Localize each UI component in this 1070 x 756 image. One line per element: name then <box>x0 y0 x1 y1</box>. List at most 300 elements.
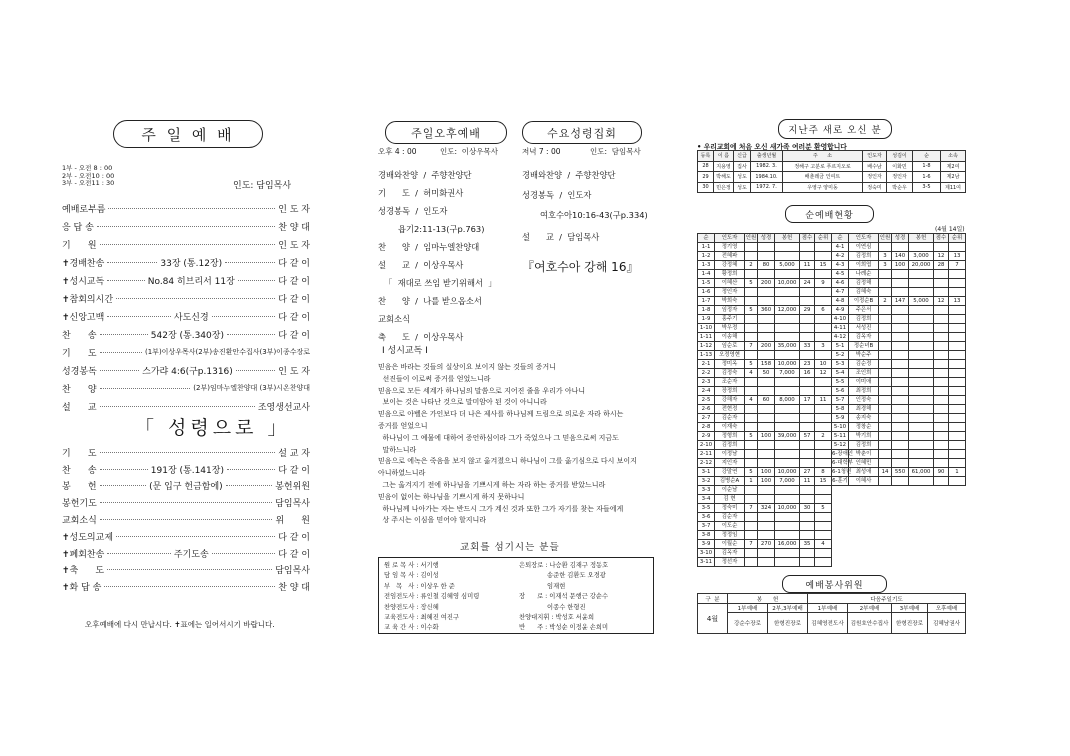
status-cell: 장정희 <box>715 387 745 396</box>
status-cell: 이월순 <box>715 540 745 549</box>
staff-box <box>378 557 654 634</box>
status-cell: 7 <box>745 342 758 351</box>
afternoon-item: 기 도 / 허미화권사 <box>378 188 464 198</box>
order-row <box>62 289 310 307</box>
table-row <box>698 613 966 634</box>
order-row <box>62 253 310 271</box>
status-cell: 3 <box>879 261 892 270</box>
status-cell <box>775 450 800 459</box>
empty-cell <box>879 513 892 522</box>
status-cell: 5-11 <box>832 432 849 441</box>
staff-line: 송준한 김환도 오경광 <box>519 572 606 580</box>
status-cell: 전현정 <box>715 405 745 414</box>
status-cell <box>934 333 949 342</box>
order-item-leader: 설 교 자 <box>278 448 310 459</box>
table-row <box>698 387 966 396</box>
status-cell <box>909 459 934 468</box>
status-cell: 2 <box>815 432 832 441</box>
order-of-service-part2 <box>62 444 310 595</box>
status-cell <box>879 333 892 342</box>
order-item-leader: 다 같 이 <box>278 532 310 543</box>
status-cell <box>909 423 934 432</box>
order-item-label: 기 도 <box>62 348 97 359</box>
status-cell: 15 <box>815 261 832 270</box>
empty-cell <box>909 531 934 540</box>
status-cell <box>934 432 949 441</box>
status-cell <box>879 243 892 252</box>
wednesday-sermon-title: 『여호수아 강해 16』 <box>522 260 639 274</box>
status-cell: 정형희 <box>715 432 745 441</box>
column-header: 이 름 <box>714 151 734 162</box>
status-cell: 최경해 <box>849 405 879 414</box>
order-item-label: 찬 송 <box>62 330 97 341</box>
status-cell: 2-7 <box>698 414 715 423</box>
status-cell <box>879 396 892 405</box>
status-cell: 이혜사 <box>849 477 879 486</box>
newcomer-cell: 정인자 <box>863 172 887 183</box>
status-cell: 147 <box>892 297 909 306</box>
status-cell <box>909 378 934 387</box>
column-header: 봉헌 <box>775 234 800 243</box>
dot-leader <box>116 298 275 299</box>
empty-cell <box>949 558 966 567</box>
status-cell <box>892 333 909 342</box>
status-cell <box>800 495 815 504</box>
empty-cell <box>909 540 934 549</box>
status-cell <box>800 252 815 261</box>
status-cell <box>775 243 800 252</box>
afternoon-item: 찬 양 / 나를 받으옵소서 <box>378 296 482 306</box>
status-cell <box>758 243 775 252</box>
order-item-leader: 인 도 자 <box>278 240 310 251</box>
dot-leader <box>100 519 273 520</box>
status-cell <box>775 297 800 306</box>
order-item-label: ✝신앙고백 <box>62 312 105 323</box>
status-cell <box>758 423 775 432</box>
order-row <box>62 379 310 397</box>
wednesday-item: 경배와찬양 / 주향찬양단 <box>522 170 616 180</box>
empty-cell <box>879 540 892 549</box>
status-cell: 2-4 <box>698 387 715 396</box>
status-cell <box>800 459 815 468</box>
wednesday-scripture: 여호수아10:16-43(구p.334) <box>540 210 648 220</box>
status-cell: 28 <box>934 261 949 270</box>
worship-status-table <box>697 233 966 567</box>
status-cell <box>815 387 832 396</box>
status-cell: 7 <box>949 261 966 270</box>
table-row <box>698 252 966 261</box>
status-cell: 7,000 <box>775 369 800 378</box>
status-cell: 박희숙 <box>715 297 745 306</box>
status-cell: 11 <box>800 261 815 270</box>
table-row <box>698 486 966 495</box>
status-cell: 김정희 <box>715 441 745 450</box>
status-cell <box>934 414 949 423</box>
committee-name: 한형진장로 <box>768 613 808 634</box>
order-item-label: ✝성시교독 <box>62 276 105 287</box>
status-cell <box>775 459 800 468</box>
table-row <box>698 306 966 315</box>
status-cell <box>892 414 909 423</box>
status-cell: 13 <box>949 297 966 306</box>
afternoon-time: 오후 4 : 00 <box>378 147 417 156</box>
table-row <box>698 378 966 387</box>
status-cell <box>745 549 758 558</box>
status-cell <box>800 450 815 459</box>
status-cell: 100 <box>758 477 775 486</box>
status-cell: 5 <box>745 360 758 369</box>
afternoon-item: 교회소식 <box>378 314 411 324</box>
reading-line: 아니하였느니라 <box>378 469 426 478</box>
newcomer-cell: 30 <box>698 182 714 193</box>
wednesday-time: 저녁 7 : 00 <box>522 147 561 156</box>
status-cell <box>879 432 892 441</box>
column-header: 1부예배 <box>808 604 848 613</box>
empty-cell <box>832 549 849 558</box>
status-cell: 10,000 <box>775 279 800 288</box>
status-cell: 200 <box>758 342 775 351</box>
order-item-detail: 사도신경 <box>173 312 209 323</box>
status-cell: 24 <box>800 279 815 288</box>
table-row <box>698 342 966 351</box>
status-cell <box>909 369 934 378</box>
status-cell <box>879 414 892 423</box>
status-cell <box>949 459 966 468</box>
order-item-leader: 찬 양 대 <box>278 583 310 594</box>
status-cell: 10,000 <box>775 504 800 513</box>
status-cell <box>758 333 775 342</box>
status-cell <box>745 522 758 531</box>
status-cell <box>815 450 832 459</box>
dot-leader <box>100 452 276 453</box>
status-cell: 3-8 <box>698 531 715 540</box>
reading-line: 그는 옮겨지기 전에 하나님을 기쁘시게 하는 자라 하는 증거를 받았느니라 <box>378 480 606 489</box>
order-item-detail: (2부)임마누엘찬양대 (3부)시온찬양대 <box>193 384 310 392</box>
status-cell: 김옥자 <box>849 333 879 342</box>
empty-cell <box>832 531 849 540</box>
status-cell: 4-6 <box>832 279 849 288</box>
order-row <box>62 478 310 495</box>
status-cell <box>800 558 815 567</box>
staff-line: 임재현 <box>519 582 566 590</box>
status-cell: 12 <box>815 369 832 378</box>
order-item-detail: 주기도송 <box>173 549 209 560</box>
status-cell <box>879 288 892 297</box>
status-cell <box>775 414 800 423</box>
status-cell: 17 <box>800 396 815 405</box>
status-cell <box>758 324 775 333</box>
status-cell: 1-10 <box>698 324 715 333</box>
status-cell: 35 <box>800 540 815 549</box>
table-row <box>698 540 966 549</box>
status-cell <box>745 378 758 387</box>
dot-leader <box>238 280 275 281</box>
status-cell: 80 <box>758 261 775 270</box>
column-header: 성김이 <box>887 151 913 162</box>
status-cell: 인정숙 <box>849 396 879 405</box>
reading-line: 선진들이 이로써 증거를 얻었느니라 <box>378 374 491 383</box>
dot-leader <box>100 502 272 503</box>
status-cell: 60 <box>758 396 775 405</box>
order-item-leader: 담임목사 <box>275 566 310 577</box>
empty-cell <box>892 495 909 504</box>
status-cell: 2 <box>745 261 758 270</box>
order-item-label: 기 원 <box>62 240 97 251</box>
empty-cell <box>949 486 966 495</box>
status-cell: 이정순B <box>849 297 879 306</box>
newcomer-cell: 배춘레금 인여트 <box>783 172 863 183</box>
status-cell: 1-2 <box>698 252 715 261</box>
status-cell <box>892 477 909 486</box>
status-cell <box>934 450 949 459</box>
status-cell <box>949 279 966 288</box>
empty-cell <box>949 495 966 504</box>
status-cell <box>800 486 815 495</box>
status-cell <box>775 522 800 531</box>
status-cell: 6-1청년 <box>832 469 852 475</box>
dot-leader <box>97 226 275 227</box>
status-cell <box>775 495 800 504</box>
status-cell <box>879 423 892 432</box>
staff-left-column <box>384 561 479 634</box>
order-item-leader: 다 같 이 <box>278 258 310 269</box>
status-cell <box>879 270 892 279</box>
order-item-leader: 다 같 이 <box>278 330 310 341</box>
order-of-service-part1 <box>62 199 310 415</box>
table-row <box>698 315 966 324</box>
status-cell <box>800 522 815 531</box>
order-row <box>62 217 310 235</box>
status-cell <box>745 486 758 495</box>
newcomer-cell: 박순우 <box>887 182 913 193</box>
status-cell <box>775 513 800 522</box>
status-cell <box>745 441 758 450</box>
empty-cell <box>949 522 966 531</box>
status-cell: 100 <box>758 432 775 441</box>
status-cell <box>775 288 800 297</box>
status-cell <box>949 333 966 342</box>
status-cell: 이도순 <box>715 522 745 531</box>
order-item-detail: No.84 히브리서 11장 <box>147 276 235 287</box>
service-time: 3부 - 오전11 : 30 <box>62 179 115 187</box>
status-cell <box>815 558 832 567</box>
table-header-row <box>698 234 966 243</box>
status-cell <box>800 333 815 342</box>
dot-leader <box>100 469 148 470</box>
order-item-label: ✝폐회찬송 <box>62 549 105 560</box>
status-cell <box>892 270 909 279</box>
status-cell <box>758 414 775 423</box>
status-cell: 조순자 <box>715 378 745 387</box>
dot-leader <box>100 388 191 389</box>
table-row <box>698 369 966 378</box>
status-cell: 2-8 <box>698 423 715 432</box>
status-cell: 14 <box>879 468 892 477</box>
status-cell <box>879 441 892 450</box>
status-cell: 6 <box>815 306 832 315</box>
empty-cell <box>949 540 966 549</box>
newcomer-cell: 민은정 <box>714 182 734 193</box>
status-cell <box>815 351 832 360</box>
table-row <box>698 161 966 172</box>
order-row <box>62 325 310 343</box>
staff-line: 이종수 한형진 <box>519 603 586 611</box>
status-cell <box>934 405 949 414</box>
newcomer-cell: 정인자 <box>887 172 913 183</box>
table-row <box>698 477 966 486</box>
status-cell <box>892 423 909 432</box>
afternoon-leader: 인도: 이상우목사 <box>440 147 499 156</box>
empty-cell <box>934 513 949 522</box>
staff-line: 전임전도사 : 류인철 김혜영 심미령 <box>384 593 480 601</box>
status-cell: 30 <box>800 504 815 513</box>
dot-leader <box>100 485 147 486</box>
status-cell: 3-10 <box>698 549 715 558</box>
status-cell: 4-10 <box>832 315 849 324</box>
status-cell <box>800 243 815 252</box>
empty-cell <box>879 531 892 540</box>
order-item-leader: 다 같 이 <box>278 465 310 476</box>
table-row <box>698 522 966 531</box>
status-cell: 3 <box>879 252 892 261</box>
status-cell <box>949 243 966 252</box>
status-cell <box>909 441 934 450</box>
service-time: 2부 - 오전10 : 00 <box>62 171 115 180</box>
empty-cell <box>832 513 849 522</box>
status-cell: 이재숙 <box>715 423 745 432</box>
order-item-leader: 다 같 이 <box>278 276 310 287</box>
status-cell <box>758 549 775 558</box>
reading-line: 말하느니라 <box>378 445 417 454</box>
status-cell: 1-8 <box>698 306 715 315</box>
status-cell <box>934 459 949 468</box>
status-cell <box>800 414 815 423</box>
column-header: 주 소 <box>783 151 863 162</box>
status-cell <box>892 351 909 360</box>
newcomer-cell: 지용영 <box>714 161 734 172</box>
order-item-leader: 다 같 이 <box>278 294 310 305</box>
status-cell: 1-7 <box>698 297 715 306</box>
order-item-label: 예배로부름 <box>62 204 106 215</box>
status-cell: 김병순A <box>715 477 745 486</box>
status-cell <box>758 387 775 396</box>
reading-line: 믿음으로 아벨은 가인보다 더 나은 제사를 하나님께 드림으로 의로운 자라 하시는 <box>378 410 624 419</box>
table-row <box>698 243 966 252</box>
status-cell: 324 <box>758 504 775 513</box>
status-cell <box>775 351 800 360</box>
empty-cell <box>934 495 949 504</box>
status-cell <box>745 531 758 540</box>
order-item-detail: 191장 (통.141장) <box>150 465 224 476</box>
status-cell: 인혜민 <box>849 459 879 468</box>
status-cell <box>949 396 966 405</box>
reading-line: 믿음이 없이는 하나님을 기쁘시게 하지 못하나니 <box>378 492 525 501</box>
status-cell: 1-12 <box>698 342 715 351</box>
status-cell: 정정임 <box>715 531 745 540</box>
status-cell <box>892 306 909 315</box>
status-cell <box>909 315 934 324</box>
order-item-leader: 위 원 <box>275 516 310 527</box>
service-times <box>62 165 114 188</box>
column-header: 순 <box>698 234 715 243</box>
column-header: 인원 <box>879 235 891 241</box>
status-cell: 3-7 <box>698 522 715 531</box>
status-cell <box>800 549 815 558</box>
order-item-detail: 542장 (통.340장) <box>150 330 224 341</box>
status-cell: 이미애 <box>849 378 879 387</box>
status-cell <box>815 522 832 531</box>
status-cell <box>775 486 800 495</box>
status-cell <box>934 279 949 288</box>
staff-line: 교 육 간 사 : 이수화 <box>384 624 439 632</box>
status-cell <box>934 396 949 405</box>
newcomer-cell: 성도 <box>734 182 751 193</box>
status-cell <box>800 405 815 414</box>
newcomer-cell: 배수남 <box>863 161 887 172</box>
order-item-label: ✝참회의시간 <box>62 294 114 305</box>
responsive-reading-title: I 성시교독 I <box>382 346 428 356</box>
order-item-label: 설 교 <box>62 402 97 413</box>
empty-cell <box>909 513 934 522</box>
status-cell <box>758 450 775 459</box>
status-cell <box>815 423 832 432</box>
newcomer-cell: 성도 <box>734 172 751 183</box>
column-header: 순위 <box>815 234 832 243</box>
status-cell <box>775 558 800 567</box>
status-cell <box>949 450 966 459</box>
table-header-row <box>698 151 966 162</box>
status-cell: 5 <box>745 468 758 477</box>
newcomer-cell: 3-5 <box>913 182 941 193</box>
status-cell: 주은서 <box>849 306 879 315</box>
status-cell <box>949 315 966 324</box>
status-cell: 정기영 <box>715 243 745 252</box>
status-cell: 김정희 <box>849 441 879 450</box>
status-cell <box>758 531 775 540</box>
status-cell: 박기희 <box>849 432 879 441</box>
status-cell: 임순로 <box>715 342 745 351</box>
status-cell: 강말연 <box>715 468 745 477</box>
status-cell <box>800 441 815 450</box>
column-header: 신급 <box>734 151 751 162</box>
status-cell: 정선자 <box>715 558 745 567</box>
worship-status-date: (4월 14일) <box>935 226 965 233</box>
dot-leader <box>236 370 275 371</box>
status-cell <box>758 513 775 522</box>
table-row <box>698 360 966 369</box>
table-row <box>698 261 966 270</box>
order-item-label: 기 도 <box>62 448 97 459</box>
column-header: 소속 <box>941 151 966 162</box>
status-cell <box>800 270 815 279</box>
status-cell: 8,000 <box>775 396 800 405</box>
status-cell <box>745 405 758 414</box>
column-header: 순 <box>913 151 941 162</box>
order-item-detail: 스가랴 4:6(구p.1316) <box>142 366 233 377</box>
empty-cell <box>879 522 892 531</box>
status-cell <box>745 513 758 522</box>
empty-cell <box>934 522 949 531</box>
status-cell <box>949 387 966 396</box>
dot-leader <box>107 280 144 281</box>
status-cell: 5-9 <box>832 414 849 423</box>
table-row <box>698 513 966 522</box>
status-cell <box>879 459 892 468</box>
table-row <box>698 604 966 613</box>
status-cell <box>800 351 815 360</box>
column-header: 성경 <box>758 234 775 243</box>
status-cell <box>775 333 800 342</box>
